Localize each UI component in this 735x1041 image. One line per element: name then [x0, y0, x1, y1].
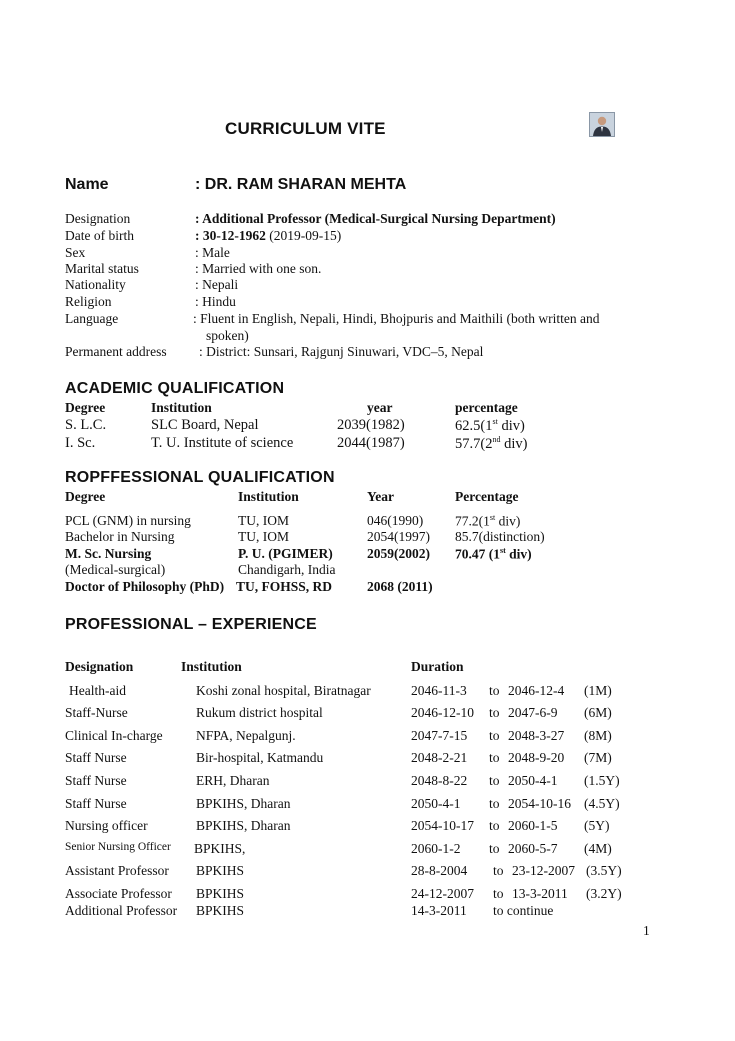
duration-length: (4.5Y): [584, 796, 620, 811]
institution: BPKIHS: [196, 863, 245, 878]
designation: Clinical In-charge: [65, 728, 163, 743]
table-header: [0, 659, 735, 677]
field-label: Designation: [65, 211, 131, 226]
degree: M. Sc. Nursing: [65, 546, 152, 561]
duration-from: 2054-10-17: [411, 818, 474, 833]
institution: Chandigarh, India: [238, 562, 336, 577]
table-row: [0, 683, 735, 701]
duration-from: 28-8-2004: [411, 863, 468, 878]
col-header: Institution: [151, 400, 212, 415]
designation: Staff-Nurse: [65, 705, 128, 720]
field-value: : Hindu: [195, 294, 236, 309]
duration-length: (1.5Y): [584, 773, 620, 788]
institution: BPKIHS: [196, 903, 245, 918]
percentage: [455, 417, 525, 435]
table-row: [0, 773, 735, 791]
duration-to: to: [489, 796, 500, 811]
institution: BPKIHS: [196, 886, 245, 901]
percentage: [455, 435, 527, 453]
duration-from: 2060-1-2: [411, 841, 461, 856]
col-header: Degree: [65, 400, 106, 415]
duration-to: to: [489, 683, 500, 698]
degree: Doctor of Philosophy (PhD): [65, 579, 225, 594]
duration-length: (8M): [584, 728, 612, 743]
institution: Koshi zonal hospital, Biratnagar: [196, 683, 371, 698]
duration-until: 2050-4-1: [508, 773, 558, 788]
field-label: Marital status: [65, 261, 139, 276]
institution: BPKIHS,: [194, 841, 246, 856]
table-row: [0, 529, 735, 547]
designation: Associate Professor: [65, 886, 172, 901]
document-title: CURRICULUM VITE: [225, 119, 386, 138]
pct-end: div): [500, 435, 528, 452]
institution: TU, FOHSS, RD: [236, 579, 333, 594]
field-label: Nationality: [65, 277, 126, 292]
duration-until: 2060-1-5: [508, 818, 558, 833]
percentage: 85.7(distinction): [455, 529, 545, 544]
institution: Rukum district hospital: [196, 705, 323, 720]
table-row: [0, 841, 735, 859]
duration-to: to: [489, 841, 500, 856]
duration-length: (3.2Y): [586, 886, 622, 901]
table-row: [0, 579, 735, 597]
person-photo-icon: [590, 113, 614, 136]
institution: ERH, Dharan: [196, 773, 270, 788]
field-label: Religion: [65, 294, 112, 309]
personal-row: [0, 211, 735, 229]
col-header: year: [367, 400, 393, 415]
pct-end: div): [495, 513, 521, 529]
table-row: [0, 886, 735, 904]
designation: Staff Nurse: [65, 773, 127, 788]
personal-row: [0, 344, 735, 362]
table-row: [0, 750, 735, 768]
institution: NFPA, Nepalgunj.: [196, 728, 296, 743]
duration-to: to: [489, 750, 500, 765]
duration-to: to: [489, 705, 500, 720]
table-row: [0, 903, 735, 921]
designation: Additional Professor: [65, 903, 178, 918]
col-header: Percentage: [455, 489, 519, 504]
duration-from: 2046-11-3: [411, 683, 467, 698]
degree: (Medical-surgical): [65, 562, 166, 577]
col-header: Designation: [65, 659, 134, 674]
field-value: [195, 228, 341, 244]
field-label: Language: [65, 311, 119, 326]
year: 046(1990): [367, 513, 424, 528]
personal-row: [0, 277, 735, 295]
duration-length: (7M): [584, 750, 612, 765]
field-label: Date of birth: [65, 228, 134, 243]
duration-to: to: [493, 863, 504, 878]
name-label: Name: [65, 176, 109, 193]
pct-end: div): [505, 546, 532, 562]
pct-value: 77.2(1: [455, 513, 490, 529]
pct-value: 70.47 (1: [455, 546, 500, 562]
field-label: Permanent address: [65, 344, 167, 359]
duration-length: (3.5Y): [586, 863, 622, 878]
table-row: [0, 796, 735, 814]
year: 2059(2002): [367, 546, 430, 561]
institution: Bir-hospital, Katmandu: [196, 750, 324, 765]
duration-from: 2048-8-22: [411, 773, 468, 788]
duration-from: 2048-2-21: [411, 750, 468, 765]
institution: BPKIHS, Dharan: [196, 818, 291, 833]
col-header: percentage: [455, 400, 518, 415]
duration-to: to continue: [493, 903, 554, 918]
year: 2044(1987): [337, 435, 405, 451]
col-header: Institution: [238, 489, 299, 504]
year: 2054(1997): [367, 529, 430, 544]
field-value-continued: spoken): [206, 328, 249, 343]
table-row: [0, 417, 735, 435]
designation: Staff Nurse: [65, 750, 127, 765]
duration-to: to: [489, 773, 500, 788]
duration-until: 2047-6-9: [508, 705, 558, 720]
designation: Staff Nurse: [65, 796, 127, 811]
professional-qualification-heading: ROPFFESSIONAL QUALIFICATION: [65, 469, 335, 486]
duration-until: 13-3-2011: [512, 886, 568, 901]
year: 2039(1982): [337, 417, 405, 433]
field-value: : Additional Professor (Medical-Surgical Nursing Department): [195, 211, 556, 226]
percentage: [455, 513, 520, 530]
pct-sup: st: [489, 513, 496, 522]
designation: Nursing officer: [65, 818, 148, 833]
table-row: [0, 818, 735, 836]
duration-until: 23-12-2007: [512, 863, 575, 878]
institution: TU, IOM: [238, 529, 289, 544]
institution: TU, IOM: [238, 513, 289, 528]
table-header: [0, 489, 735, 507]
pct-value: 57.7(2: [455, 435, 493, 452]
dob-bold: : 30-12-1962: [195, 228, 266, 243]
pct-value: 62.5(1: [455, 417, 493, 434]
col-header: Duration: [411, 659, 464, 674]
field-value: : District: Sunsari, Rajgunj Sinuwari, VDC–5, Nepal: [199, 344, 484, 359]
percentage: [455, 546, 532, 563]
page-number: 1: [643, 923, 650, 938]
pct-sup: nd: [492, 435, 501, 444]
table-row: [0, 728, 735, 746]
degree: Bachelor in Nursing: [65, 529, 175, 544]
field-value: : Nepali: [195, 277, 239, 292]
duration-until: 2048-3-27: [508, 728, 565, 743]
profile-photo: [589, 112, 615, 137]
table-row: [0, 863, 735, 881]
duration-from: 14-3-2011: [411, 903, 467, 918]
duration-to: to: [489, 728, 500, 743]
institution: T. U. Institute of science: [151, 435, 294, 451]
name-value: : DR. RAM SHARAN MEHTA: [195, 176, 407, 193]
field-value: : Male: [195, 245, 230, 260]
pct-end: div): [497, 417, 525, 434]
duration-from: 2050-4-1: [411, 796, 461, 811]
dob-rest: (2019-09-15): [265, 228, 342, 243]
duration-until: 2048-9-20: [508, 750, 565, 765]
col-header: Year: [367, 489, 394, 504]
duration-from: 2047-7-15: [411, 728, 468, 743]
col-header: Institution: [181, 659, 242, 674]
institution: BPKIHS, Dharan: [196, 796, 291, 811]
pct-sup: st: [492, 417, 498, 426]
academic-heading: ACADEMIC QUALIFICATION: [65, 380, 285, 397]
duration-length: (1M): [584, 683, 612, 698]
duration-length: (4M): [584, 841, 612, 856]
institution: P. U. (PGIMER): [238, 546, 333, 561]
table-header: [0, 400, 735, 418]
field-label: Sex: [65, 245, 86, 260]
pct-sup: st: [500, 546, 506, 555]
year: 2068 (2011): [367, 579, 433, 594]
personal-row: [0, 311, 735, 329]
duration-until: 2046-12-4: [508, 683, 565, 698]
degree: I. Sc.: [65, 435, 96, 451]
table-row: [0, 705, 735, 723]
field-value: : Fluent in English, Nepali, Hindi, Bhojpuris and Maithili (both written and: [193, 311, 600, 326]
field-value: : Married with one son.: [195, 261, 322, 276]
col-header: Degree: [65, 489, 106, 504]
duration-from: 2046-12-10: [411, 705, 474, 720]
designation: Health-aid: [69, 683, 126, 698]
designation: Senior Nursing Officer: [65, 841, 171, 853]
duration-length: (5Y): [584, 818, 610, 833]
personal-row: [0, 294, 735, 312]
duration-until: 2060-5-7: [508, 841, 558, 856]
duration-to: to: [489, 818, 500, 833]
degree: PCL (GNM) in nursing: [65, 513, 191, 528]
experience-heading: PROFESSIONAL – EXPERIENCE: [65, 616, 317, 633]
institution: SLC Board, Nepal: [151, 417, 259, 433]
table-row: [0, 435, 735, 453]
duration-until: 2054-10-16: [508, 796, 571, 811]
degree: S. L.C.: [65, 417, 107, 433]
duration-length: (6M): [584, 705, 612, 720]
designation: Assistant Professor: [65, 863, 169, 878]
duration-from: 24-12-2007: [411, 886, 474, 901]
personal-row: [0, 228, 735, 246]
duration-to: to: [493, 886, 504, 901]
table-row: [0, 562, 735, 580]
